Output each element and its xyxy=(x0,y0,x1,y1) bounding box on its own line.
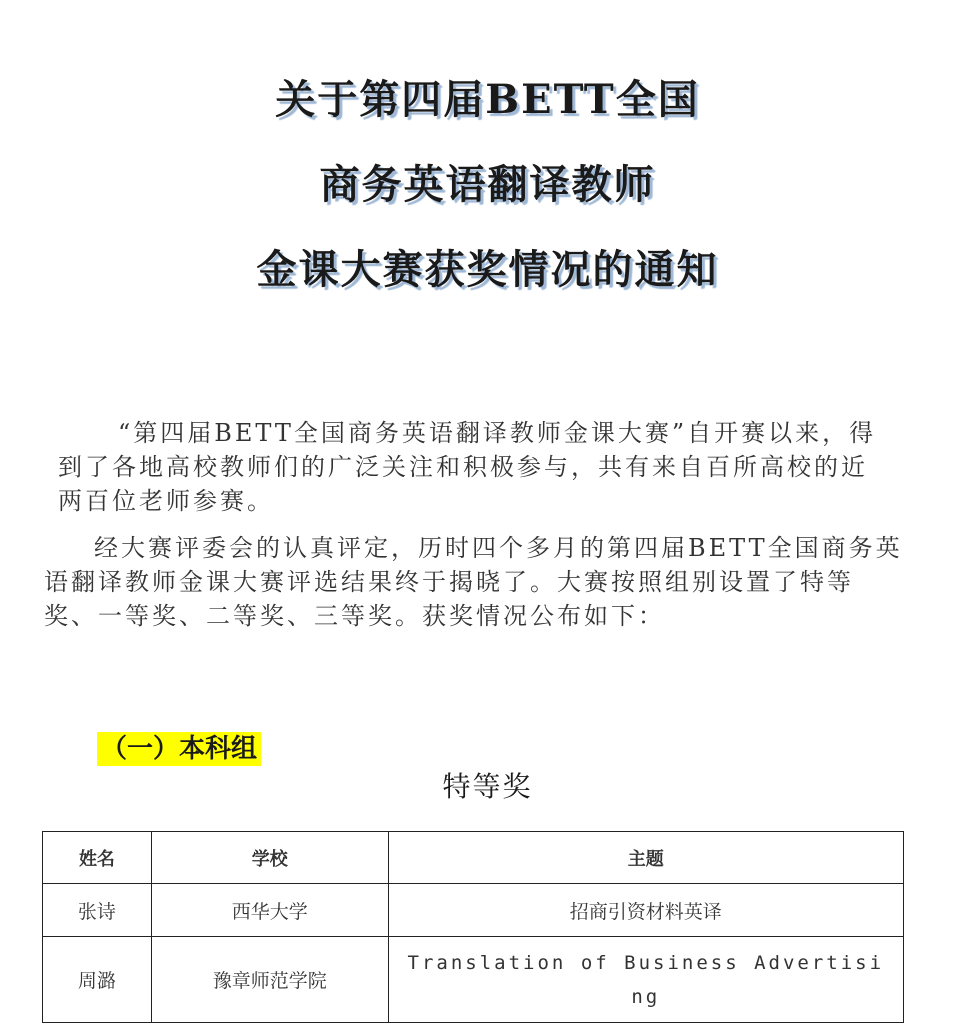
header-name: 姓名 xyxy=(43,832,152,884)
cell-name: 张诗 xyxy=(43,884,152,937)
table-header-row xyxy=(43,832,904,884)
title-line-3: 金课大赛获奖情况的通知 xyxy=(256,246,719,293)
cell-school: 西华大学 xyxy=(151,884,388,937)
cell-topic: 招商引资材料英译 xyxy=(388,884,903,937)
title-line-1: 关于第四届BETT全国 xyxy=(275,76,700,123)
cell-name: 周潞 xyxy=(43,937,152,1023)
header-topic: 主题 xyxy=(388,832,903,884)
cell-topic: Translation of Business Advertising xyxy=(388,937,903,1023)
award-table xyxy=(42,831,904,1023)
table-row xyxy=(43,937,904,1023)
intro-paragraph: “第四届BETT全国商务英语翻译教师金课大赛”自开赛以来，得到了各地高校教师们的广泛关注和积极参与，共有来自百所高校的近两百位老师参赛。 xyxy=(58,419,877,515)
prize-heading: 特等奖 xyxy=(442,770,533,803)
result-paragraph: 经大赛评委会的认真评定，历时四个多月的第四届BETT全国商务英语翻译教师金课大赛评选结果终于揭晓了。大赛按照组别设置了特等奖、一等奖、二等奖、三等奖。获奖情况公布如下： xyxy=(44,534,903,630)
title-line-2: 商务英语翻译教师 xyxy=(319,161,656,208)
header-school: 学校 xyxy=(151,832,388,884)
section-label-undergraduate: （一）本科组 xyxy=(97,732,261,766)
cell-school: 豫章师范学院 xyxy=(151,937,388,1023)
table-row xyxy=(43,884,904,937)
